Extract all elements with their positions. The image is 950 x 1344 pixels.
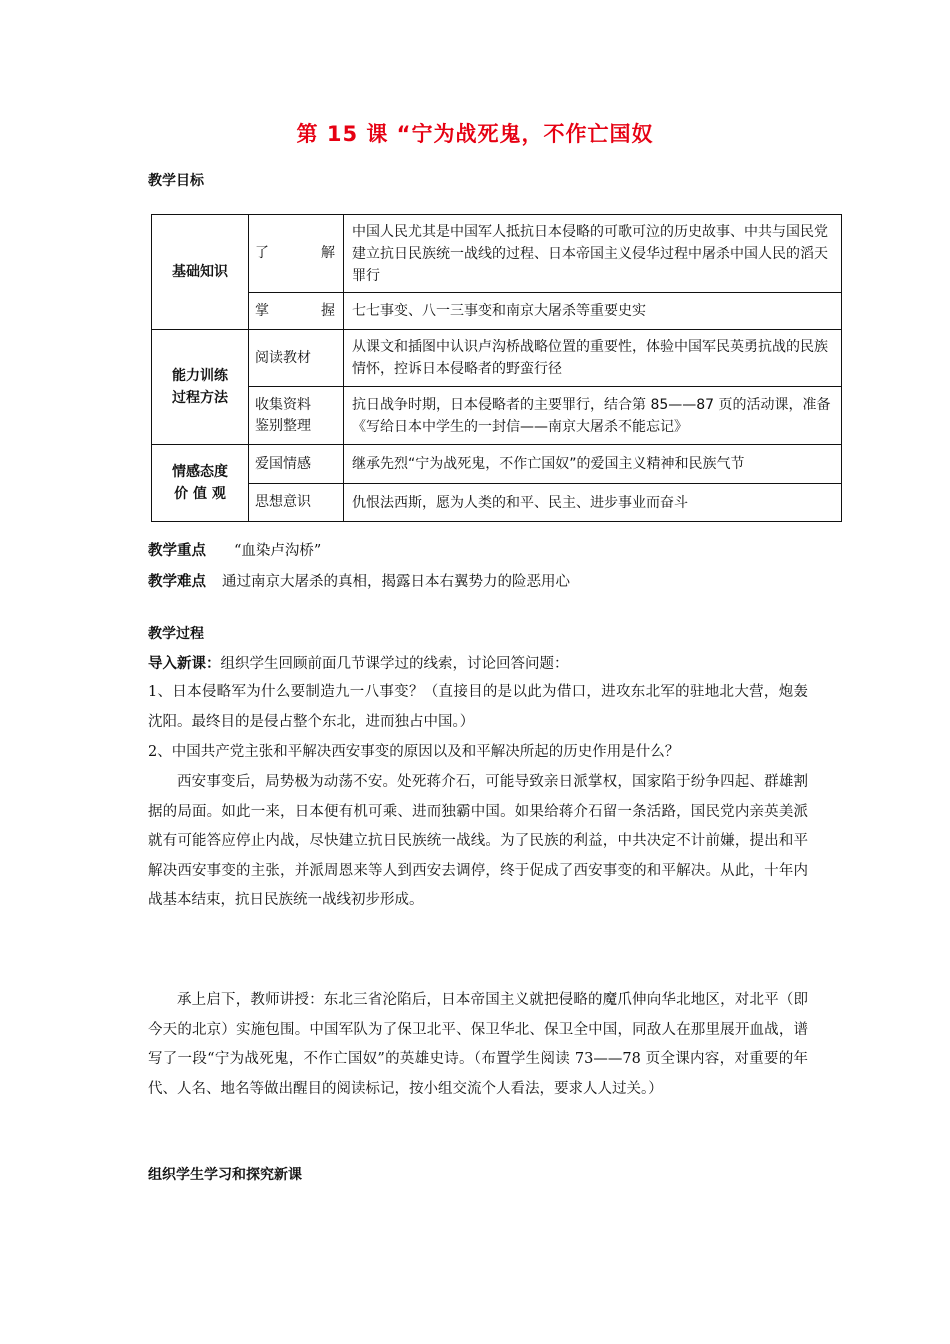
collect-label-line1: 收集资料 — [255, 396, 311, 413]
master-text: 七七事变、八一三事变和南京大屠杀等重要史实 — [344, 293, 842, 330]
master-label: 掌 握 — [249, 293, 344, 330]
patriot-text: 继承先烈“宁为战死鬼，不作亡国奴”的爱国主义精神和民族气节 — [344, 445, 842, 484]
thought-text: 仇恨法西斯，愿为人类的和平、民主、进步事业而奋斗 — [344, 484, 842, 522]
question-2: 2、中国共产党主张和平解决西安事变的原因以及和平解决所起的历史作用是什么？ — [148, 744, 680, 760]
goals-heading: 教学目标 — [148, 173, 204, 189]
key-point-label: 教学重点 — [148, 543, 206, 559]
final-heading: 组织学生学习和探究新课 — [148, 1167, 302, 1183]
key-point-line — [148, 539, 321, 560]
read-text: 从课文和插图中认识卢沟桥战略位置的重要性，体验中国军民英勇抗战的民族情怀，控诉日本侵略者的野蛮行径 — [344, 330, 842, 387]
difficulty-label: 教学难点 — [148, 574, 206, 590]
difficulty-text: 通过南京大屠杀的真相，揭露日本右翼势力的险恶用心 — [222, 574, 570, 590]
understand-text: 中国人民尤其是中国军人抵抗日本侵略的可歌可泣的历史故事、中共与国民党建立抗日民族统一战线的过程、日本帝国主义侵华过程中屠杀中国人民的滔天罪行 — [344, 215, 842, 293]
process-heading: 教学过程 — [148, 626, 204, 642]
collect-label-line2: 鉴别整理 — [255, 417, 311, 434]
emotion-category-line1: 情感态度 — [172, 464, 228, 480]
question-1: 1、日本侵略军为什么要制造九一八事变？（直接目的是以此为借口，进攻东北军的驻地北大营，炮轰沈阳。最终目的是侵占整个东北，进而独占中国。） — [148, 684, 808, 730]
key-point-text: “血染卢沟桥” — [234, 543, 322, 559]
goals-table — [151, 214, 842, 522]
collect-label — [249, 387, 344, 445]
ability-category-line1: 能力训练 — [172, 368, 228, 384]
read-label: 阅读教材 — [249, 330, 344, 387]
collect-text: 抗日战争时期，日本侵略者的主要罪行，结合第 85——87 页的活动课，准备《写给日本中学生的一封信——南京大屠杀不能忘记》 — [344, 387, 842, 445]
paragraph-xian-incident: 西安事变后，局势极为动荡不安。处死蒋介石，可能导致亲日派掌权，国家陷于纷争四起、群雄割据的局面。如此一来，日本便有机可乘、进而独霸中国。如果给蒋介石留一条活路，国民党内亲英美派就有可能答应停止内战，尽快建立抗日民族统一战线。为了民族的利益，中共决定不计前嫌，提出和平解决西安事变的主张，并派周恩来等人到西安去调停，终于促成了西安事变的和平解决。从此，十年内战基本结束，抗日民族统一战线初步形成。 — [148, 774, 808, 908]
page-title: 第 15 课 “宁为战死鬼，不作亡国奴 — [296, 122, 654, 146]
ability-category-line2: 过程方法 — [172, 390, 228, 406]
intro-label: 导入新课： — [148, 656, 221, 672]
basic-knowledge-category: 基础知识 — [152, 215, 249, 330]
intro-text: 组织学生回顾前面几节课学过的线索，讨论回答问题： — [220, 656, 569, 672]
intro-line — [148, 652, 569, 673]
ability-category — [152, 330, 249, 445]
difficulty-line — [148, 570, 570, 591]
paragraph-transition: 承上启下，教师讲授：东北三省沦陷后，日本帝国主义就把侵略的魔爪伸向华北地区，对北平（即今天的北京）实施包围。中国军队为了保卫北平、保卫华北、保卫全中国，同敌人在那里展开血战，谱写了一段“宁为战死鬼，不作亡国奴”的英雄史诗。（布置学生阅读 73——78 页全课内容，对重要的年代、人名、地名等做出醒目的阅读标记，按小组交流个人看法，要求人人过关。） — [148, 992, 808, 1097]
thought-label: 思想意识 — [249, 484, 344, 522]
emotion-category — [152, 445, 249, 522]
patriot-label: 爱国情感 — [249, 445, 344, 484]
understand-label: 了 解 — [249, 215, 344, 293]
emotion-category-line2: 价 值 观 — [174, 486, 226, 502]
